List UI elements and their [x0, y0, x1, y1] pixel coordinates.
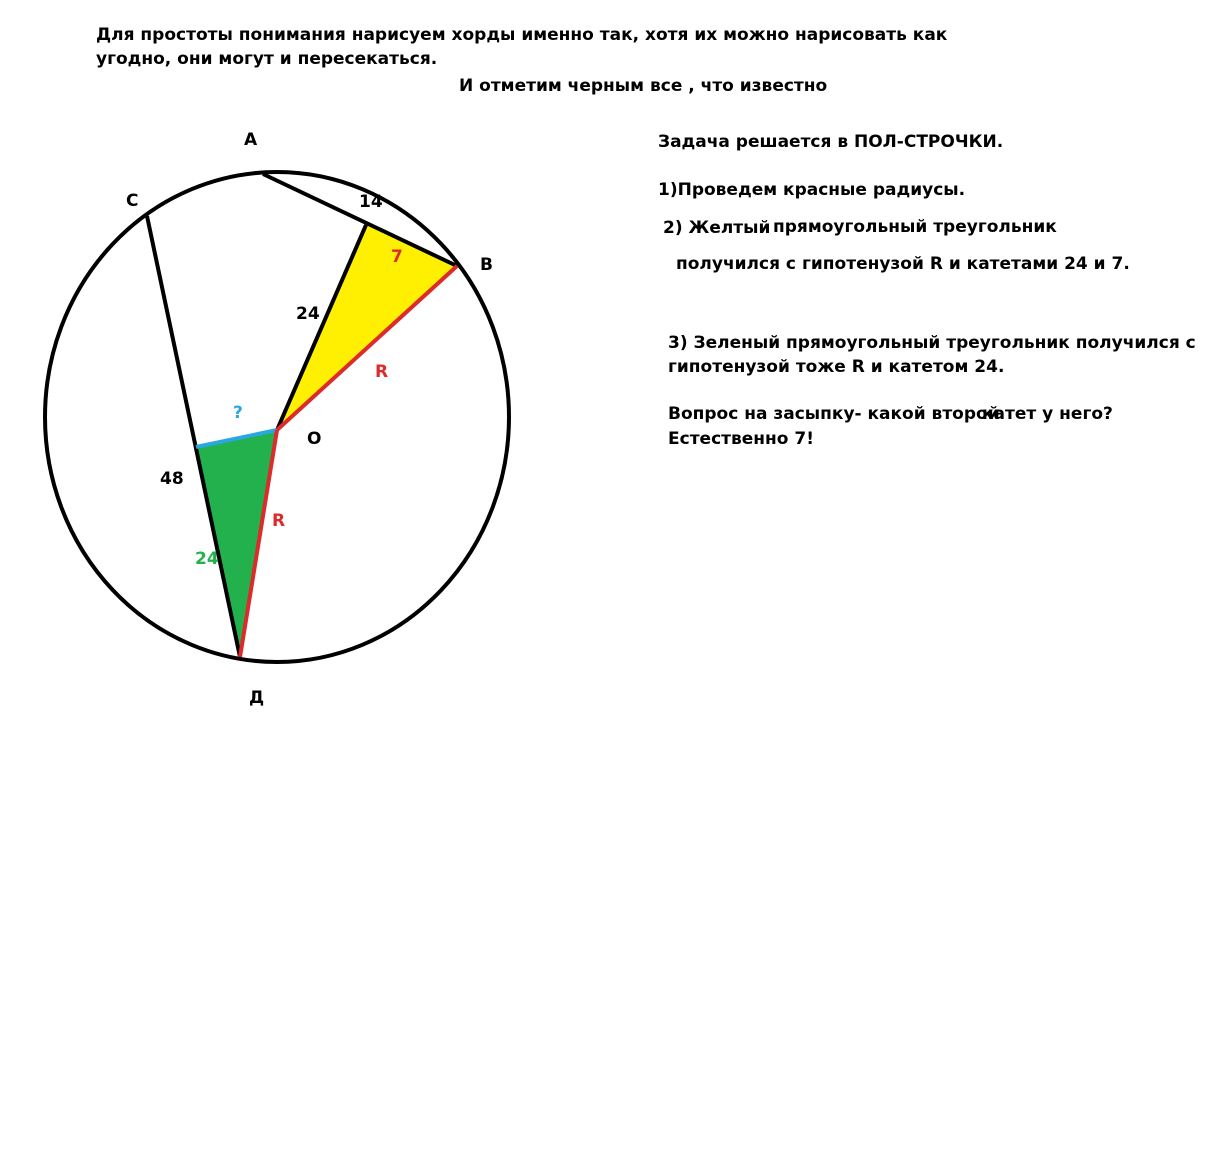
label-radius-ob: R	[375, 362, 389, 382]
label-o: O	[307, 429, 322, 449]
solution-question-b: катет у него?	[982, 404, 1113, 424]
label-cd-length: 48	[160, 469, 184, 489]
intro-line-3: И отметим черным все , что известно	[459, 76, 828, 96]
label-question: ?	[233, 403, 243, 423]
chord-cd	[147, 216, 240, 657]
label-a: A	[244, 130, 258, 150]
label-c: C	[126, 191, 139, 211]
solution-step-3-line-1: 3) Зеленый прямоугольный треугольник получился с	[668, 333, 1196, 353]
solution-question-a: Вопрос на засыпку- какой второй	[668, 404, 1000, 424]
solution-answer: Естественно 7!	[668, 429, 814, 449]
solution-step-2-a: 2) Желтый	[663, 218, 771, 238]
label-half-ab: 7	[391, 247, 403, 267]
circle	[45, 172, 509, 662]
label-distance-ab: 24	[296, 304, 320, 324]
label-half-cd: 24	[195, 549, 219, 569]
green-triangle	[196, 430, 277, 657]
solution-step-2-d: гипотенузой R и катетами 24 и 7.	[802, 254, 1130, 274]
intro-line-2: угодно, они могут и пересекаться.	[96, 49, 438, 69]
solution-heading: Задача решается в ПОЛ-СТРОЧКИ.	[658, 132, 1004, 152]
label-b: B	[480, 255, 493, 275]
intro-line-1: Для простоты понимания нарисуем хорды именно так, хотя их можно нарисовать как	[96, 25, 948, 45]
label-radius-od: R	[272, 511, 286, 531]
label-d: Д	[249, 688, 265, 708]
solution-step-2-b: прямоугольный треугольник	[773, 217, 1057, 237]
solution-step-1: 1)Проведем красные радиусы.	[658, 180, 966, 200]
yellow-triangle	[277, 225, 457, 430]
label-ab-length: 14	[359, 192, 383, 212]
solution-step-2-c: получился с	[676, 254, 796, 274]
solution-step-3-line-2: гипотенузой тоже R и катетом 24.	[668, 357, 1005, 377]
